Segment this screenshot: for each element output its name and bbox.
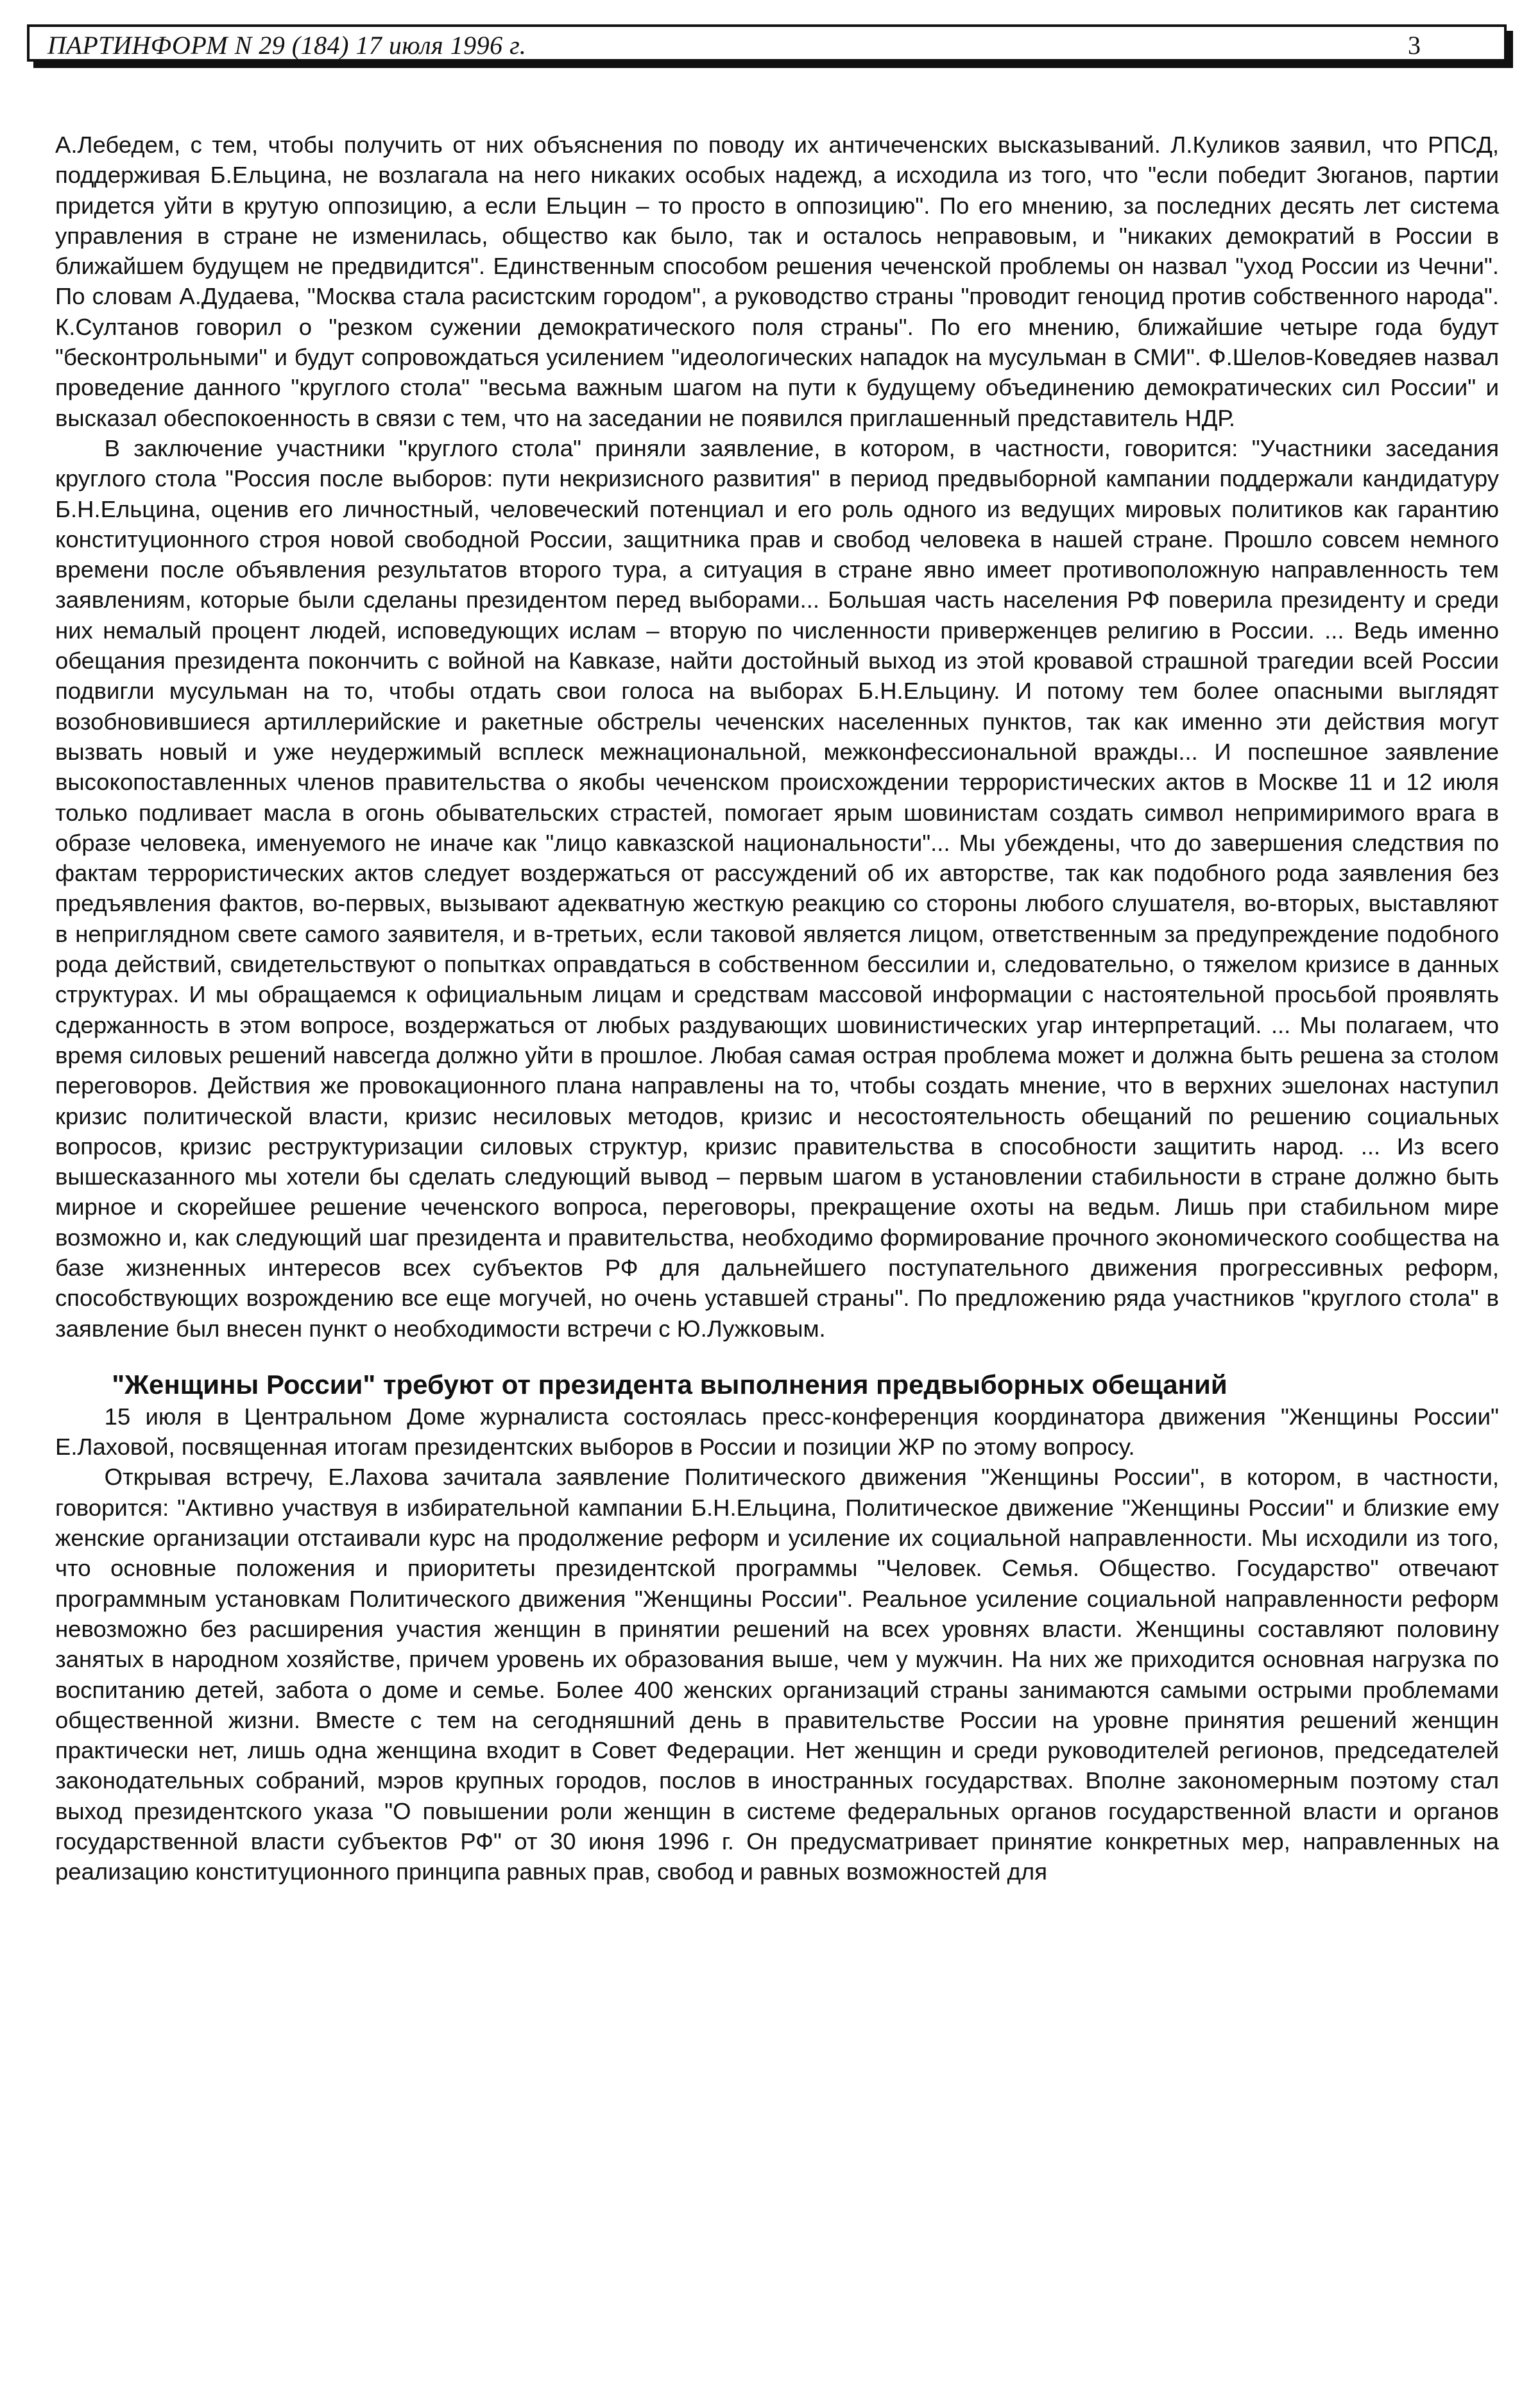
article-1-paragraph-2: В заключение участники "круглого стола" приняли заявление, в котором, в частности, говорится: "Участники заседания круглого стола "Россия после выборов: пути некризисного развития" в период предвыборной кампании поддержали кандидатуру Б.Н.Ельцина, оценив его личностный, человеческий потенциал и его роль одного из ведущих мировых политиков как гарантию конституционного строя новой свободной России, защитника прав и свобод человека в нашей стране. Прошло совсем немного времени после объявления результатов второго тура, а ситуация в стране явно имеет противоположную направленность тем заявлениям, которые были сделаны президентом перед выборами... Большая часть населения РФ поверила президенту и среди них немалый процент людей, исповедующих ислам – вторую по численности приверженцев религию в России. ... Ведь именно обещания президента покончить с войной на Кавказе, найти достойный выход из этой кровавой страшной трагедии всей России подвигли мусульман на то, чтобы отдать свои голоса на выборах Б.Н.Ельцину. И потому тем более опасными выглядят возобновившиеся артиллерийские и ракетные обстрелы чеченских населенных пунктов, так как именно эти действия могут вызвать новый и уже неудержимый всплеск межнациональной, межконфессиональной вражды... И поспешное заявление высокопоставленных членов правительства о якобы чеченском происхождении террористических актов в Москве 11 и 12 июля только подливает масла в огонь обывательских страстей, помогает ярым шовинистам создать символ непримиримого врага в образе человека, именуемого не иначе как "лицо кавказской национальности"... Мы убеждены, что до завершения следствия по фактам террористических актов следует воздержаться от рассуждений об их авторстве, так как подобного рода заявления без предъявления фактов, во-первых, вызывают адекватную жесткую реакцию со стороны любого слушателя, во-вторых, выставляют в неприглядном свете самого заявителя, и в-третьих, если таковой является лицом, ответственным за предупреждение подобного рода действий, свидетельствуют о попытках оправдаться в собственном бессилии и, следовательно, о тяжелом кризисе в данных структурах. И мы обращаемся к официальным лицам и средствам массовой информации с настоятельной просьбой проявлять сдержанность в этом вопросе, воздержаться от любых раздувающих шовинистических угар интерпретаций. ... Мы полагаем, что время силовых решений навсегда должно уйти в прошлое. Любая самая острая проблема может и должна быть решена за столом переговоров. Действия же провокационного плана направлены на то, чтобы создать мнение, что в верхних эшелонах наступил кризис политической власти, кризис несиловых методов, кризис и несостоятельность обещаний по решению социальных вопросов, кризис реструктуризации силовых структур, кризис правительства в способности защитить народ. ... Из всего вышесказанного мы хотели бы сделать следующий вывод – первым шагом в установлении стабильности в стране должно быть мирное и скорейшее решение чеченского вопроса, переговоры, прекращение охоты на ведьм. Лишь при стабильном мире возможно и, как следующий шаг президента и правительства, необходимо формирование прочного экономического сообщества на базе жизненных интересов всех субъектов РФ для дальнейшего поступательного движения прогрессивных реформ, способствующих возрождению все еще могучей, но очень уставшей страны". По предложению ряда участников "круглого стола" в заявление был внесен пункт о необходимости встречи с Ю.Лужковым. <box>55 434 1499 1342</box>
page-header <box>27 24 1507 62</box>
article-2-title: "Женщины России" требуют от президента выполнения предвыборных обещаний <box>112 1369 1228 1400</box>
article-2-paragraph-1: 15 июля в Центральном Доме журналиста состоялась пресс-конференция координатора движения "Женщины России" Е.Лаховой, посвященная итогам президентских выборов в России и позиции ЖР по этому вопросу. <box>55 1403 1499 1461</box>
article-1-paragraph-1: А.Лебедем, с тем, чтобы получить от них объяснения по поводу их античеченских высказываний. Л.Куликов заявил, что РПСД, поддерживая Б.Ельцина, не возлагала на него никаких особых надежд, а исходила из того, что "если победит Зюганов, партии придется уйти в крутую оппозицию, а если Ельцин – то просто в оппозицию". По его мнению, за последних десять лет система управления в стране не изменилась, общество как было, так и осталось неправовым, и "никаких демократий в России в ближайшем будущем не предвидится". Единственным способом решения чеченской проблемы он назвал "уход России из Чечни". По словам А.Дудаева, "Москва стала расистским городом", а руководство страны "проводит геноцид против собственного народа". К.Султанов говорил о "резком сужении демократического поля страны". По его мнению, ближайшие четыре года будут "бесконтрольными" и будут сопровождаться усилением "идеологических нападок на мусульман в СМИ". Ф.Шелов-Коведяев назвал проведение данного "круглого стола" "весьма важным шагом на пути к будущему объединению демократических сил России" и высказал обеспокоенность в связи с тем, что на заседании не появился приглашенный представитель НДР. <box>55 132 1499 431</box>
page-number: 3 <box>1408 31 1421 60</box>
article-2-paragraph-2: Открывая встречу, Е.Лахова зачитала заявление Политического движения "Женщины России", в котором, в частности, говорится: "Активно участвуя в избирательной кампании Б.Н.Ельцина, Политическое движение "Женщины России" и близкие ему женские организации отстаивали курс на продолжение реформ и усиление их социальной направленности. Мы исходили из того, что основные положения и приоритеты президентской программы "Человек. Семья. Общество. Государство" отвечают программным установкам Политического движения "Женщины России". Реальное усиление социальной направленности реформ невозможно без расширения участия женщин в принятии решений на всех уровнях власти. Женщины составляют половину занятых в народном хозяйстве, причем уровень их образования выше, чем у мужчин. На них же приходится основная нагрузка по воспитанию детей, забота о доме и семье. Более 400 женских организаций страны занимаются самыми острыми проблемами общественной жизни. Вместе с тем на сегодняшний день в правительстве России на уровне принятия решений женщин практически нет, лишь одна женщина входит в Совет Федерации. Нет женщин и среди руководителей регионов, председателей законодательных собраний, мэров крупных городов, послов в иностранных государствах. Вполне закономерным поэтому стал выход президентского указа "О повышении роли женщин в системе федеральных органов государственной власти и органов государственной власти субъектов РФ" от 30 июня 1996 г. Он предусматривает принятие конкретных мер, направленных на реализацию конституционного принципа равных прав, свобод и равных возможностей для <box>55 1464 1499 1885</box>
page-content <box>55 130 1499 1887</box>
publication-title: ПАРТИНФОРМ N 29 (184) 17 июля 1996 г. <box>47 31 527 60</box>
